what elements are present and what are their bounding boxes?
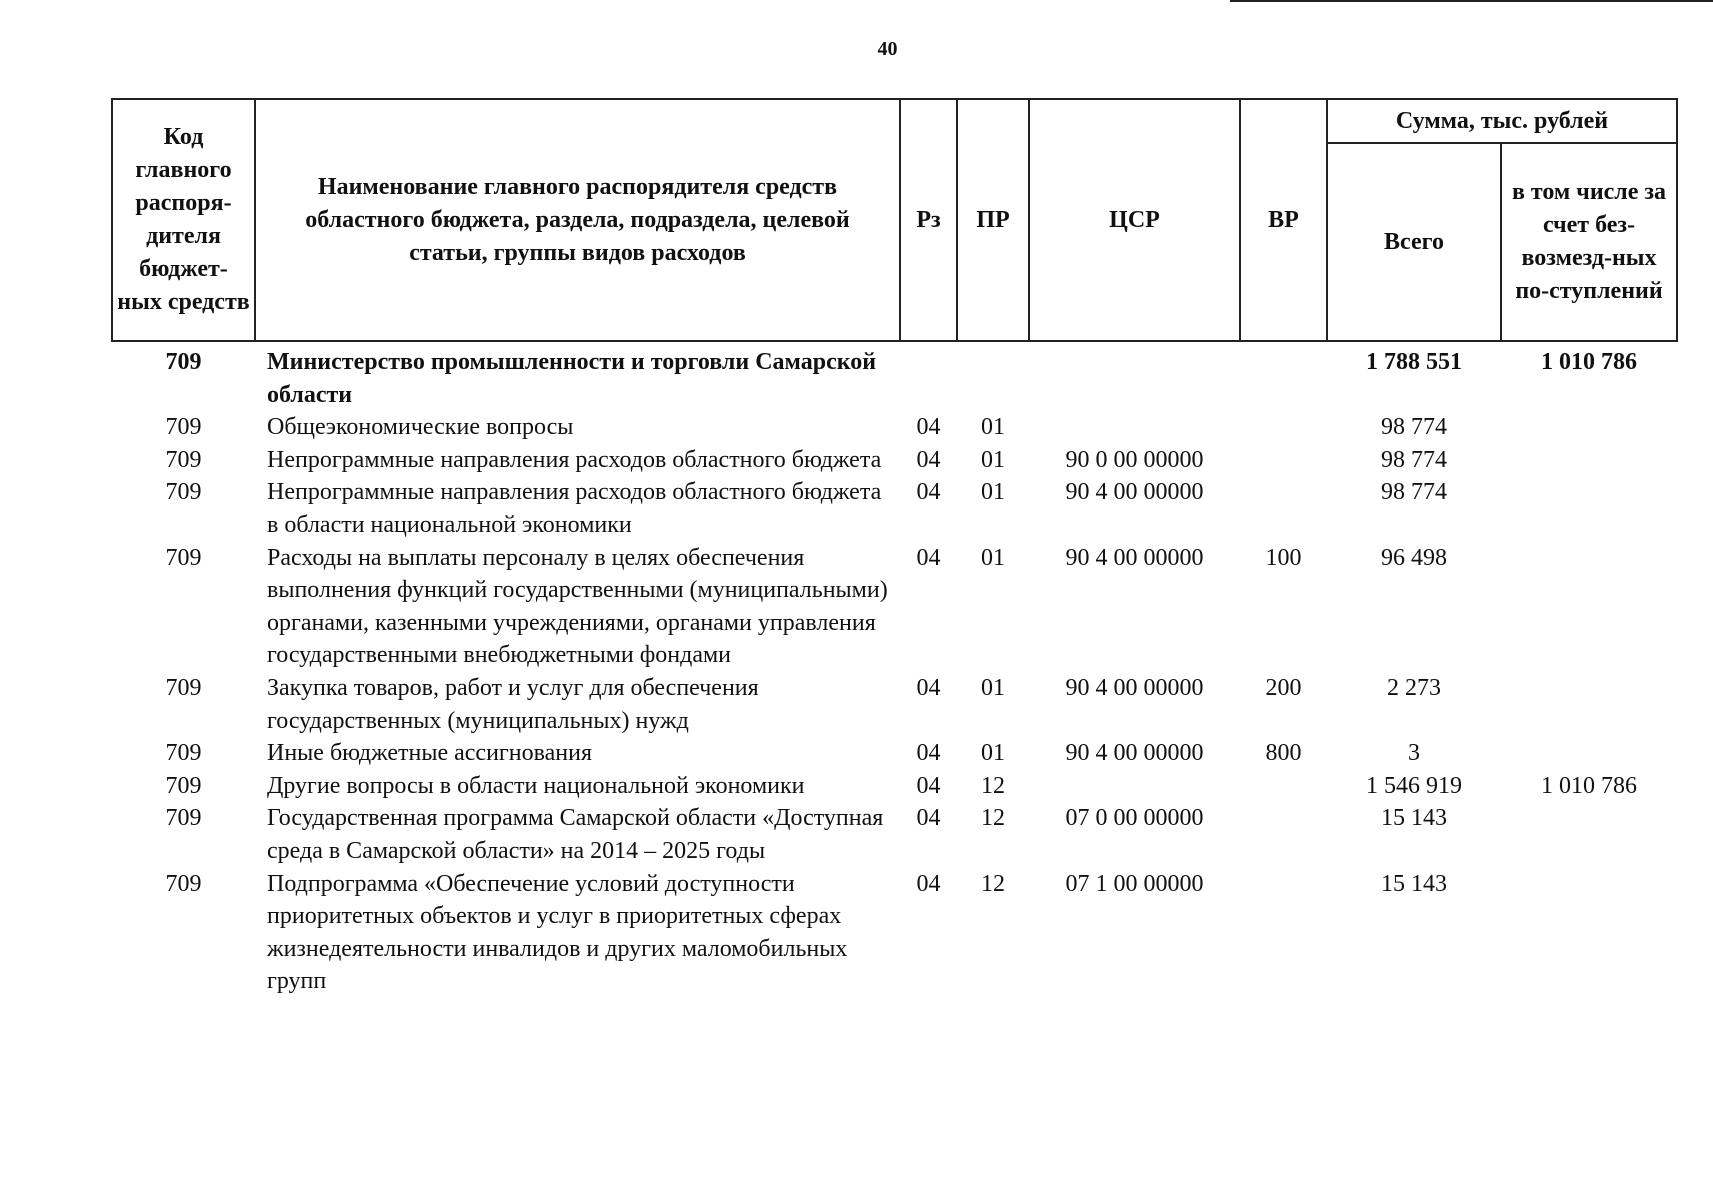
- header-free: в том числе за счет без-возмезд-ных по-ступлений: [1501, 143, 1677, 341]
- cell-csr: [1029, 770, 1240, 803]
- cell-free: [1501, 542, 1677, 672]
- cell-vr: 800: [1265, 740, 1302, 767]
- cell-csr: [1029, 411, 1240, 444]
- cell-free: 1 010 786: [1541, 349, 1637, 375]
- header-vr: ВР: [1240, 99, 1327, 341]
- header-total: Всего: [1327, 143, 1501, 341]
- table-row: [112, 444, 1677, 477]
- cell-rz: 04: [916, 805, 941, 832]
- cell-rz: 04: [916, 544, 941, 571]
- cell-free: [1501, 444, 1677, 477]
- cell-name: Другие вопросы в области национальной экономики: [267, 772, 805, 799]
- cell-rz: 04: [916, 772, 941, 799]
- cell-pr: 01: [981, 414, 1005, 441]
- cell-name: Иные бюджетные ассигнования: [267, 740, 592, 767]
- cell-csr: 07 0 00 00000: [1065, 805, 1204, 832]
- cell-vr: [1240, 444, 1327, 477]
- cell-code: 709: [165, 544, 202, 571]
- cell-vr: [1240, 341, 1327, 411]
- cell-pr: 01: [981, 479, 1005, 506]
- table-row: [112, 542, 1677, 672]
- cell-name: Закупка товаров, работ и услуг для обеспечения государственных (муниципальных) нужд: [267, 674, 759, 734]
- cell-csr: [1029, 341, 1240, 411]
- cell-code: 709: [165, 446, 202, 473]
- cell-code: 709: [165, 674, 202, 701]
- cell-name: Государственная программа Самарской области «Доступная среда в Самарской области» на 2014 – 2025 годы: [267, 805, 884, 864]
- cell-vr: 100: [1265, 544, 1302, 571]
- cell-csr: 90 4 00 00000: [1065, 544, 1204, 571]
- cell-total: 98 774: [1381, 446, 1447, 473]
- header-sum-group: Сумма, тыс. рублей: [1327, 99, 1677, 143]
- cell-code: 709: [165, 479, 202, 506]
- cell-vr: [1240, 802, 1327, 867]
- cell-rz: 04: [916, 674, 941, 701]
- cell-name: Министерство промышленности и торговли Самарской области: [267, 349, 877, 408]
- table-row: [112, 476, 1677, 541]
- table-row: [112, 341, 1677, 411]
- cell-total: 96 498: [1381, 544, 1447, 571]
- cell-free: [1501, 802, 1677, 867]
- cell-code: 709: [165, 772, 202, 799]
- cell-vr: [1240, 770, 1327, 803]
- budget-table: [111, 98, 1678, 998]
- cell-pr: 12: [981, 805, 1005, 832]
- table-row: [112, 411, 1677, 444]
- cell-free: [1501, 476, 1677, 541]
- cell-vr: [1240, 868, 1327, 998]
- cell-total: 98 774: [1381, 414, 1447, 441]
- cell-vr: [1240, 411, 1327, 444]
- cell-total: 1 788 551: [1366, 349, 1462, 375]
- cell-total: 15 143: [1381, 805, 1447, 832]
- cell-name: Общеэкономические вопросы: [267, 414, 574, 441]
- cell-csr: 90 4 00 00000: [1065, 740, 1204, 767]
- header-code: Код главного распоря-дителя бюджет-ных средств: [112, 99, 255, 341]
- cell-free: [1501, 868, 1677, 998]
- cell-csr: 90 4 00 00000: [1065, 674, 1204, 701]
- cell-rz: 04: [916, 479, 941, 506]
- header-csr: ЦСР: [1029, 99, 1240, 341]
- cell-free: [1501, 737, 1677, 770]
- page-number: 40: [877, 38, 898, 60]
- cell-name: Непрограммные направления расходов областного бюджета в области национальной экономики: [267, 479, 882, 538]
- cell-code: 709: [165, 349, 202, 375]
- cell-code: 709: [165, 414, 202, 441]
- cell-free: [1501, 672, 1677, 737]
- cell-pr: 01: [981, 446, 1005, 473]
- cell-pr: 12: [981, 772, 1005, 799]
- cell-rz: 04: [916, 870, 941, 897]
- cell-name: Расходы на выплаты персоналу в целях обеспечения выполнения функций государственными (муниципальными) органами, казенными учреждениями, органами управления государственными внебюджетными фондами: [267, 544, 888, 669]
- cell-pr: [957, 341, 1029, 411]
- table-row: [112, 737, 1677, 770]
- cell-pr: 01: [981, 674, 1005, 701]
- cell-free: 1 010 786: [1541, 772, 1637, 799]
- table-row: [112, 770, 1677, 803]
- cell-rz: 04: [916, 414, 941, 441]
- cell-csr: 90 0 00 00000: [1065, 446, 1204, 473]
- top-rule: [1230, 0, 1713, 2]
- cell-total: 15 143: [1381, 870, 1447, 897]
- cell-code: 709: [165, 805, 202, 832]
- cell-vr: 200: [1265, 674, 1302, 701]
- cell-total: 98 774: [1381, 479, 1447, 506]
- cell-name: Непрограммные направления расходов областного бюджета: [267, 446, 882, 473]
- cell-total: 2 273: [1387, 674, 1441, 701]
- cell-pr: 12: [981, 870, 1005, 897]
- cell-total: 1 546 919: [1366, 772, 1462, 799]
- cell-vr: [1240, 476, 1327, 541]
- header-pr: ПР: [957, 99, 1029, 341]
- cell-csr: 90 4 00 00000: [1065, 479, 1204, 506]
- cell-csr: 07 1 00 00000: [1065, 870, 1204, 897]
- cell-pr: 01: [981, 544, 1005, 571]
- header-name: Наименование главного распорядителя средств областного бюджета, раздела, подраздела, целевой статьи, группы видов расходов: [255, 99, 900, 341]
- cell-free: [1501, 411, 1677, 444]
- cell-code: 709: [165, 870, 202, 897]
- cell-rz: 04: [916, 446, 941, 473]
- table-row: [112, 672, 1677, 737]
- cell-code: 709: [165, 740, 202, 767]
- cell-rz: [900, 341, 957, 411]
- cell-name: Подпрограмма «Обеспечение условий доступности приоритетных объектов и услуг в приоритетных сферах жизнедеятельности инвалидов и других маломобильных групп: [267, 870, 848, 995]
- cell-pr: 01: [981, 740, 1005, 767]
- table-row: [112, 868, 1677, 998]
- cell-rz: 04: [916, 740, 941, 767]
- cell-total: 3: [1408, 740, 1420, 767]
- table-row: [112, 802, 1677, 867]
- header-rz: Рз: [900, 99, 957, 341]
